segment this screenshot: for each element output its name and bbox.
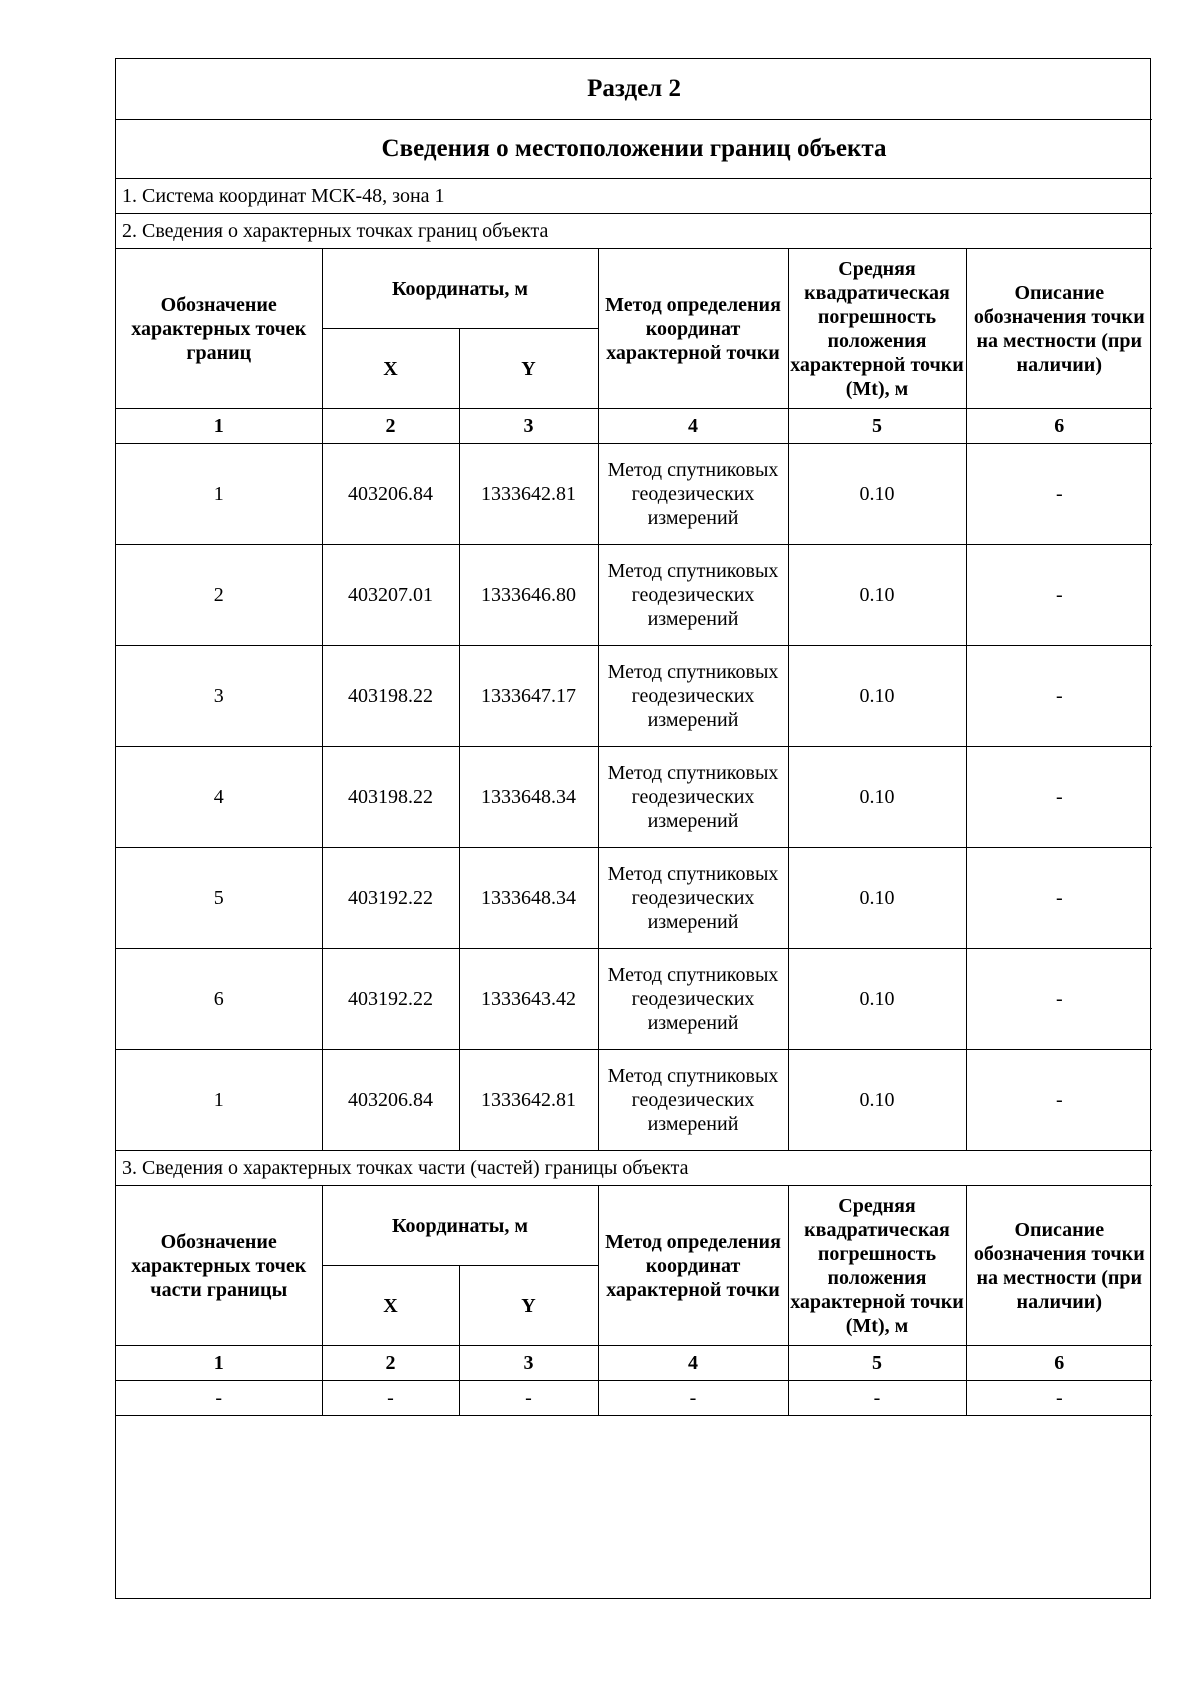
point-y: 1333642.81 — [459, 1050, 598, 1151]
parts-cell: - — [459, 1381, 598, 1416]
column-number: 4 — [598, 1346, 788, 1381]
point-description: - — [966, 545, 1152, 646]
point-mt: 0.10 — [788, 1050, 966, 1151]
point-id: 3 — [116, 646, 322, 747]
header-method: Метод определения координат характерной точки — [598, 1186, 788, 1346]
point-y: 1333646.80 — [459, 545, 598, 646]
column-number: 6 — [966, 409, 1152, 444]
header-coordinates: Координаты, м — [322, 249, 598, 329]
document-sheet — [115, 58, 1151, 1599]
point-mt: 0.10 — [788, 646, 966, 747]
header-description: Описание обозначения точки на местности (при наличии) — [966, 1186, 1152, 1346]
header-x: X — [322, 1266, 459, 1346]
point-x: 403198.22 — [322, 747, 459, 848]
point-id: 1 — [116, 1050, 322, 1151]
parts-cell: - — [598, 1381, 788, 1416]
parts-cell: - — [116, 1381, 322, 1416]
column-number: 1 — [116, 1346, 322, 1381]
table-row — [116, 545, 1152, 646]
point-description: - — [966, 848, 1152, 949]
point-x: 403207.01 — [322, 545, 459, 646]
column-number: 2 — [322, 1346, 459, 1381]
point-id: 2 — [116, 545, 322, 646]
column-number: 3 — [459, 1346, 598, 1381]
point-description: - — [966, 747, 1152, 848]
point-description: - — [966, 444, 1152, 545]
header-y: Y — [459, 1266, 598, 1346]
parts-cell: - — [966, 1381, 1152, 1416]
point-x: 403206.84 — [322, 1050, 459, 1151]
point-y: 1333647.17 — [459, 646, 598, 747]
point-id: 5 — [116, 848, 322, 949]
point-y: 1333643.42 — [459, 949, 598, 1050]
point-x: 403206.84 — [322, 444, 459, 545]
column-numbers-row — [116, 1346, 1152, 1381]
point-id: 6 — [116, 949, 322, 1050]
point-description: - — [966, 646, 1152, 747]
point-id: 1 — [116, 444, 322, 545]
point-mt: 0.10 — [788, 444, 966, 545]
section-title: Раздел 2 — [116, 59, 1152, 120]
point-method: Метод спутниковых геодезических измерений — [598, 545, 788, 646]
point-description: - — [966, 949, 1152, 1050]
table-row — [116, 949, 1152, 1050]
column-number: 5 — [788, 1346, 966, 1381]
point-id: 4 — [116, 747, 322, 848]
point-method: Метод спутниковых геодезических измерений — [598, 1050, 788, 1151]
point-mt: 0.10 — [788, 949, 966, 1050]
parts-cell: - — [788, 1381, 966, 1416]
point-y: 1333648.34 — [459, 848, 598, 949]
header-error: Средняя квадратическая погрешность положения характерной точки (Mt), м — [788, 249, 966, 409]
header-designation-parts: Обозначение характерных точек части границы — [116, 1186, 322, 1346]
column-number: 3 — [459, 409, 598, 444]
coordinate-system-line: 1. Система координат МСК-48, зона 1 — [116, 179, 1152, 214]
column-number: 6 — [966, 1346, 1152, 1381]
header-error: Средняя квадратическая погрешность положения характерной точки (Mt), м — [788, 1186, 966, 1346]
header-coordinates: Координаты, м — [322, 1186, 598, 1266]
column-numbers-row — [116, 409, 1152, 444]
point-method: Метод спутниковых геодезических измерений — [598, 747, 788, 848]
point-y: 1333642.81 — [459, 444, 598, 545]
point-method: Метод спутниковых геодезических измерений — [598, 646, 788, 747]
point-mt: 0.10 — [788, 848, 966, 949]
point-method: Метод спутниковых геодезических измерений — [598, 848, 788, 949]
parts-table-row — [116, 1381, 1152, 1416]
point-method: Метод спутниковых геодезических измерений — [598, 444, 788, 545]
header-y: Y — [459, 329, 598, 409]
header-description: Описание обозначения точки на местности (при наличии) — [966, 249, 1152, 409]
point-x: 403192.22 — [322, 848, 459, 949]
point-mt: 0.10 — [788, 747, 966, 848]
column-number: 2 — [322, 409, 459, 444]
point-method: Метод спутниковых геодезических измерений — [598, 949, 788, 1050]
section-subtitle: Сведения о местоположении границ объекта — [116, 120, 1152, 179]
header-designation: Обозначение характерных точек границ — [116, 249, 322, 409]
point-x: 403192.22 — [322, 949, 459, 1050]
table-row — [116, 444, 1152, 545]
parts-heading: 3. Сведения о характерных точках части (частей) границы объекта — [116, 1151, 1152, 1186]
column-number: 5 — [788, 409, 966, 444]
table-row — [116, 646, 1152, 747]
table-row — [116, 1050, 1152, 1151]
point-mt: 0.10 — [788, 545, 966, 646]
column-number: 4 — [598, 409, 788, 444]
points-heading: 2. Сведения о характерных точках границ объекта — [116, 214, 1152, 249]
boundary-table — [116, 59, 1152, 1416]
table-row — [116, 747, 1152, 848]
header-method: Метод определения координат характерной точки — [598, 249, 788, 409]
parts-cell: - — [322, 1381, 459, 1416]
point-x: 403198.22 — [322, 646, 459, 747]
header-x: X — [322, 329, 459, 409]
point-y: 1333648.34 — [459, 747, 598, 848]
point-description: - — [966, 1050, 1152, 1151]
column-number: 1 — [116, 409, 322, 444]
table-row — [116, 848, 1152, 949]
